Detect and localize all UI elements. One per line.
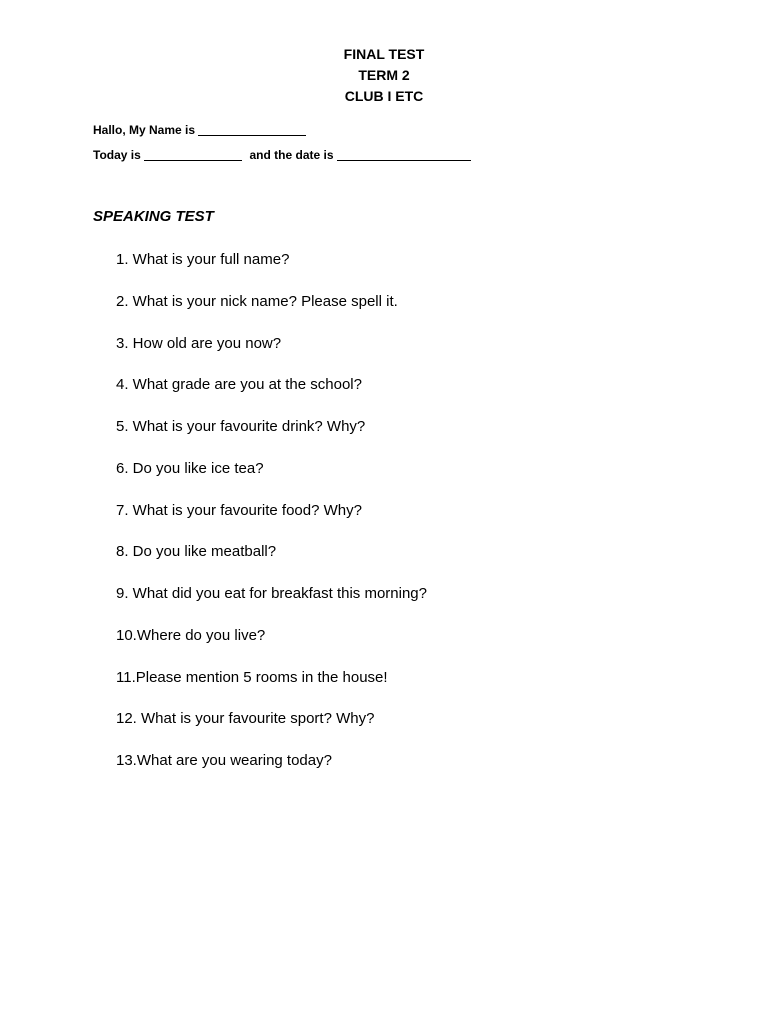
question-item: 10.Where do you live? (116, 626, 266, 644)
section-title: SPEAKING TEST (93, 208, 214, 225)
header-term: TERM 2 (358, 67, 410, 83)
name-label: Hallo, My Name is (93, 123, 196, 137)
name-line (93, 122, 306, 138)
question-item: 4. What grade are you at the school? (116, 376, 362, 394)
question-item: 12. What is your favourite sport? Why? (116, 710, 375, 728)
question-item: 5. What is your favourite drink? Why? (116, 418, 366, 435)
question-item: 8. Do you like meatball? (116, 543, 277, 561)
question-item: 1. What is your full name? (116, 251, 290, 268)
question-list (116, 249, 676, 792)
header-club: CLUB I ETC (344, 88, 424, 104)
document-header (0, 44, 768, 107)
header-title: FINAL TEST (343, 46, 425, 62)
question-item: 13.What are you wearing today? (116, 752, 332, 769)
date-blank (337, 149, 471, 161)
name-blank (198, 124, 306, 136)
day-blank (144, 149, 242, 161)
question-item: 6. Do you like ice tea? (116, 459, 264, 477)
question-item: 3. How old are you now? (116, 334, 282, 352)
question-item: 7. What is your favourite food? Why? (116, 501, 362, 519)
question-item: 9. What did you eat for breakfast this morning? (116, 585, 427, 602)
date-label: and the date is (249, 148, 334, 162)
date-line (93, 147, 471, 163)
question-item: 11.Please mention 5 rooms in the house! (116, 668, 388, 686)
question-item: 2. What is your nick name? Please spell it. (116, 292, 398, 310)
today-label: Today is (93, 148, 141, 162)
